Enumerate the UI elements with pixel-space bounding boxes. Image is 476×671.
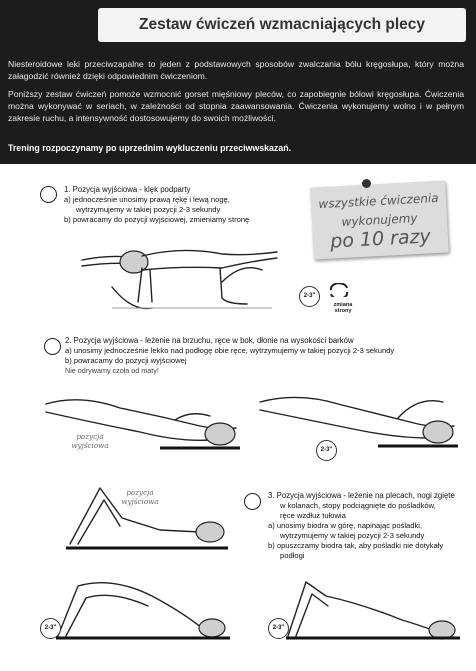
- exercise-1-step-a-cont: wytrzymujemy w takiej pozycji 2-3 sekundy: [76, 205, 221, 214]
- exercise-3-step-a-cont: wytrzymujemy w takiej pozycji 2-3 sekundy: [280, 531, 425, 540]
- exercise-3-step-b: b) opuszczamy biodra tak, aby pośladki nie dotykały: [268, 541, 444, 550]
- exercise-1-text: [64, 185, 304, 225]
- exercise-1-title: 1. Pozycja wyjściowa - klęk podparty: [64, 185, 191, 194]
- intro-warning-note: Trening rozpoczynamy po uprzednim wykluczeniu przeciwwskazań.: [8, 143, 292, 153]
- exercise-3-checkbox[interactable]: [244, 493, 261, 510]
- exercise-3-title-line-2: w kolanach, stopy podciągnięte do pośladków,: [280, 501, 436, 510]
- hold-time-badge: 2-3": [268, 618, 289, 639]
- exercise-2-text: [65, 336, 465, 376]
- exercise-2-raised-figure: [258, 390, 458, 452]
- exercise-1-checkbox[interactable]: [40, 186, 57, 203]
- exercise-3-title: 3. Pozycja wyjściowa - leżenie na plecach, nogi zgięte: [268, 491, 455, 500]
- exercise-3-step-b-cont: podłogi: [280, 551, 305, 560]
- exercise-3-text: [268, 491, 468, 561]
- page-title: Zestaw ćwiczeń wzmacniających plecy: [98, 8, 466, 42]
- sticky-note-text: [310, 181, 448, 253]
- sticky-note-line-3: po 10 razy: [329, 225, 432, 253]
- sticky-note: [310, 181, 449, 260]
- repeat-label: zmiana strony: [333, 302, 353, 314]
- exercise-2-start-label: pozycja wyjściowa: [71, 432, 109, 450]
- hold-time-badge: 2-3": [299, 286, 320, 307]
- sticky-note-line-1: wszystkie ćwiczenia: [318, 190, 439, 212]
- hold-time-badge: 2-3": [316, 440, 337, 461]
- exercise-3-start-label: pozycja wyjściowa: [121, 488, 159, 506]
- exercise-3-step-a: a) unosimy biodra w górę, napinając pośladki,: [268, 521, 423, 530]
- exercise-1-figure: [72, 232, 287, 314]
- repeat-indicator: [328, 283, 358, 314]
- exercise-2-title: 2. Pozycja wyjściowa - leżenie na brzuchu, ręce w bok, dłonie na wysokości barków: [65, 336, 354, 345]
- exercise-2-checkbox[interactable]: [44, 338, 61, 355]
- hold-time-badge: 2-3": [40, 618, 61, 639]
- sticky-note-line-2: wykonujemy: [341, 211, 418, 229]
- exercise-1-step-b: b) powracamy do pozycji wyjściowej, zmieniamy stronę: [64, 215, 250, 224]
- exercise-2-step-a: a) unosimy jednocześnie lekko nad podłogę obie ręce, wytrzymujemy w takiej pozycji 2-3 sekundy: [65, 346, 395, 355]
- intro-paragraph-2: Poniższy zestaw ćwiczeń pomoże wzmocnić gorset mięśniowy pleców, co zapobiegnie bólowi kręgosłupa. Ćwiczenia można wykonywać w seriach, w zależności od stopnia zaawansowania. Ćwiczenia wykonujemy wolno i w pełnym zakresie ruchu, a intensywność dostosowujemy do swoich możliwości.: [8, 89, 464, 124]
- swap-arrows-icon: [328, 283, 350, 297]
- exercise-3-title-line-3: ręce wzdłuż tułowia: [280, 511, 346, 520]
- exercise-2-note: Nie odrywamy czoła od maty!: [65, 366, 159, 375]
- exercise-3-lift-figure: [52, 572, 232, 642]
- intro-paragraph-1: Niesteroidowe leki przeciwzapalne to jeden z podstawowych sposobów zwalczania bólu kręgosłupa, który można załagodzić również dzięki odpowiednim ćwiczeniom.: [8, 59, 464, 82]
- exercise-1-step-a: a) jednocześnie unosimy prawą rękę i lewą nogę,: [64, 195, 230, 204]
- exercise-3-start-figure: [60, 478, 230, 552]
- exercise-2-step-b: b) powracamy do pozycji wyjściowej: [65, 356, 187, 365]
- pin-icon: [362, 179, 371, 188]
- exercise-3-lower-figure: [282, 572, 462, 642]
